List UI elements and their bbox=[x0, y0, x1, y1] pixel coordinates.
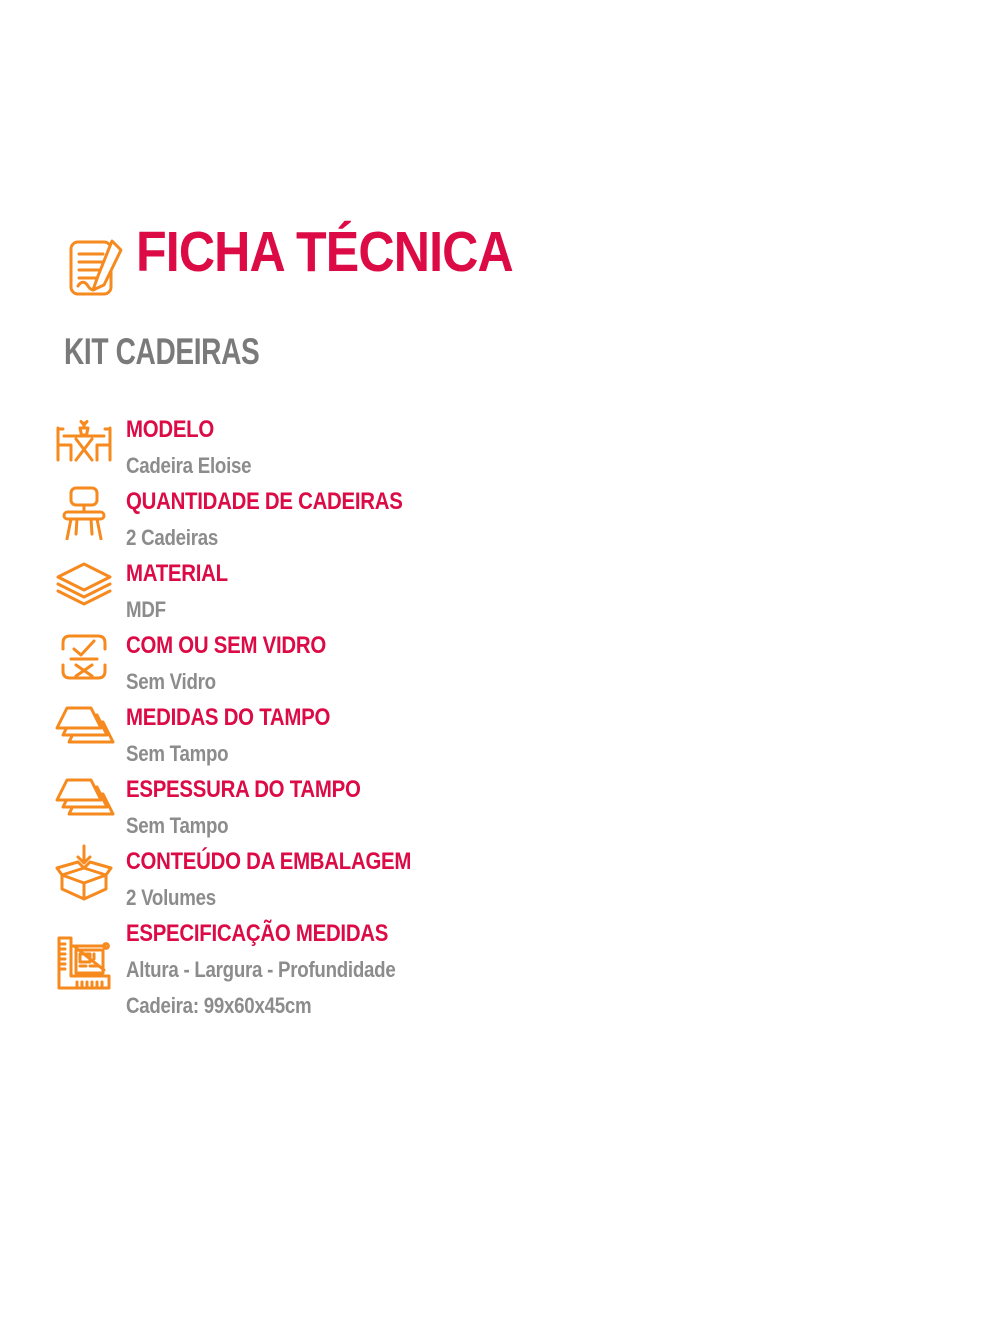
layers-icon bbox=[42, 556, 126, 628]
tabletop-sheets-icon bbox=[42, 772, 126, 844]
document-pen-icon bbox=[68, 239, 128, 299]
checklist-icon bbox=[42, 628, 126, 700]
spec-label: MEDIDAS DO TAMPO bbox=[126, 704, 331, 731]
spec-value: 2 Cadeiras bbox=[126, 525, 219, 550]
spec-list bbox=[42, 412, 682, 1024]
spec-label: CONTEÚDO DA EMBALAGEM bbox=[126, 848, 412, 875]
package-box-icon bbox=[42, 844, 126, 916]
spec-value: Sem Tampo bbox=[126, 813, 229, 838]
spec-item-medidas-tampo bbox=[42, 700, 682, 772]
spec-item-vidro bbox=[42, 628, 682, 700]
spec-label: ESPESSURA DO TAMPO bbox=[126, 776, 361, 803]
tabletop-sheets-icon bbox=[42, 700, 126, 772]
spec-item-embalagem bbox=[42, 844, 682, 916]
spec-value: MDF bbox=[126, 597, 166, 622]
spec-value: Cadeira: 99x60x45cm bbox=[126, 993, 312, 1018]
page-title bbox=[136, 220, 564, 284]
spec-item-especificacao bbox=[42, 916, 682, 1024]
spec-label: MODELO bbox=[126, 416, 215, 443]
product-subtitle bbox=[64, 333, 321, 370]
spec-label: ESPECIFICAÇÃO MEDIDAS bbox=[126, 920, 389, 947]
spec-item-quantidade bbox=[42, 484, 682, 556]
spec-value: Cadeira Eloise bbox=[126, 453, 252, 478]
spec-value: Sem Vidro bbox=[126, 669, 216, 694]
spec-label: QUANTIDADE DE CADEIRAS bbox=[126, 488, 403, 515]
page-title-text: FICHA TÉCNICA bbox=[136, 220, 513, 284]
spec-value: 2 Volumes bbox=[126, 885, 216, 910]
spec-item-espessura-tampo bbox=[42, 772, 682, 844]
spec-item-modelo bbox=[42, 412, 682, 484]
ruler-blueprint-icon bbox=[42, 916, 126, 1024]
spec-item-material bbox=[42, 556, 682, 628]
spec-value: Altura - Largura - Profundidade bbox=[126, 957, 396, 982]
spec-label: MATERIAL bbox=[126, 560, 228, 587]
dining-set-icon bbox=[42, 412, 126, 484]
spec-label: COM OU SEM VIDRO bbox=[126, 632, 326, 659]
spec-value: Sem Tampo bbox=[126, 741, 229, 766]
product-subtitle-text: KIT CADEIRAS bbox=[64, 331, 260, 372]
chair-icon bbox=[42, 484, 126, 556]
